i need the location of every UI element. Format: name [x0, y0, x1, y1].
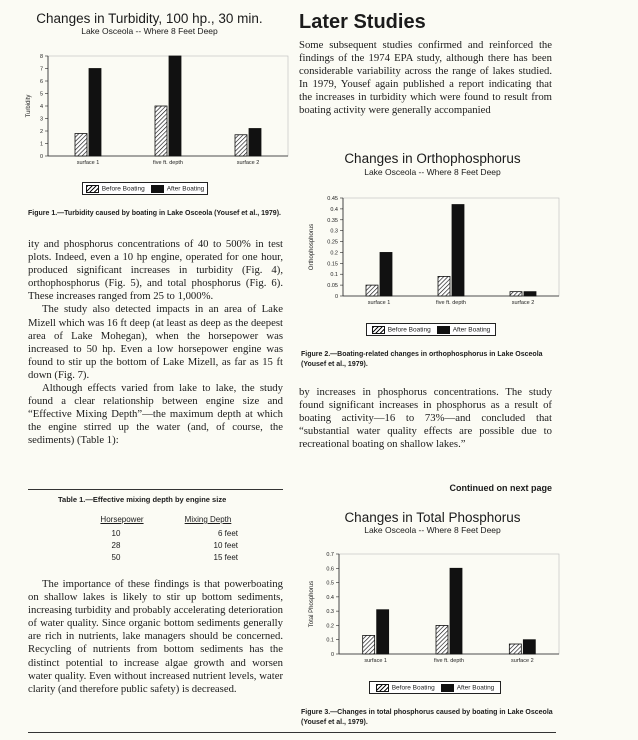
y-axis-label: Orthophosphorus — [309, 223, 315, 271]
turbidity-chart — [22, 50, 292, 168]
fig1-legend — [82, 182, 208, 195]
fig3-subtitle: Lake Osceola -- Where 8 Feet Deep — [364, 525, 501, 535]
y-tick-label: 0.5 — [326, 580, 334, 587]
right-paragraph-2: by increases in phosphorus concentrations. The study found significant increases in phosphorus as a result of boating activity—16 to 73%—and concluded that “substantial water quality effects are possible due to recreational boating on shallow lakes.” — [299, 386, 552, 451]
x-tick-label: surface 1 — [76, 160, 100, 166]
right-column-text-2 — [299, 386, 552, 451]
y-tick-label: 0.4 — [330, 206, 338, 213]
left-paragraph-4: The importance of these findings is that powerboating on shallow lakes is likely to stir up bottom sediments, increasing turbidity and probably accelerating deterioration of water quality. Since organic bottom sediments generally are rich in nutrients, lake managers should be concerned. Recycling of nutrients from bottom sediments has the distinct potential to increase algae growth and worsen water quality. Even without increased nutrient levels, water clarity (and therefore public safety) is decreased. — [28, 578, 283, 695]
x-tick-label: surface 2 — [511, 300, 535, 306]
table1-header-mixing-depth: Mixing Depth — [184, 515, 232, 524]
left-paragraph-2: The study also detected impacts in an area of Lake Mizell which was 16 ft deep (at least as deep as the deepest area of Lake Mohegan), when the horsepower was increased to 50 hp. Even a low horsepower engine was found to stir up the bottom of Lake Mizell, as far as 15 ft down (Fig. 7). — [28, 303, 283, 381]
after-swatch-icon — [437, 326, 450, 334]
plot-frame — [343, 198, 559, 296]
y-axis-label: Total Phosphorus — [309, 580, 315, 628]
fig3-caption: Figure 3.—Changes in total phosphorus caused by boating in Lake Osceola (Yousef et al., 1979). — [301, 709, 553, 726]
table1-cell: 50 — [111, 553, 121, 562]
legend-before: Before Boating — [86, 185, 145, 193]
bar-after — [450, 568, 462, 654]
before-swatch-icon — [86, 185, 99, 193]
x-tick-label: five ft. depth — [153, 160, 183, 166]
table1-cell: 10 feet — [213, 541, 238, 550]
x-tick-label: five ft. depth — [434, 658, 464, 664]
y-tick-label: 7 — [39, 66, 43, 73]
bar-after — [523, 640, 535, 654]
bar-before — [509, 644, 521, 654]
right-paragraph-1: Some subsequent studies confirmed and reinforced the findings of the 1974 EPA study, although there has been considerable variability across the range of lakes studied. In 1979, Yousef again published a report indicating that the increases in turbidity which were found to result from boating activity were generally accompanied — [299, 39, 552, 117]
fig3-legend — [369, 681, 501, 694]
table1-cell: 6 feet — [217, 529, 238, 538]
bar-after — [249, 129, 261, 157]
y-tick-label: 4 — [39, 104, 43, 110]
bar-before — [363, 635, 375, 654]
table-top-rule — [28, 489, 283, 490]
x-tick-label: surface 2 — [236, 160, 260, 166]
left-paragraph-3: Although effects varied from lake to lake, the study found a clear relationship between engine size and “Effective Mixing Depth”—the maximum depth at which the engine stirred up the water (and, of course, the sediments) (Table 1): — [28, 382, 283, 447]
left-column-text-2 — [28, 578, 283, 696]
fig2-subtitle: Lake Osceola -- Where 8 Feet Deep — [364, 167, 501, 177]
after-swatch-icon — [441, 684, 454, 692]
total-phosphorus-chart — [305, 548, 565, 670]
y-tick-label: 0.35 — [327, 217, 338, 224]
legend-before: Before Boating — [372, 326, 431, 334]
fig2-title: Changes in Orthophosphorus — [344, 151, 521, 166]
bar-before — [366, 285, 378, 296]
y-tick-label: 2 — [39, 129, 43, 135]
x-tick-label: surface 1 — [364, 658, 387, 664]
table1-cell: 10 — [111, 529, 121, 538]
bar-before — [438, 276, 450, 296]
y-tick-label: 0 — [39, 154, 43, 160]
y-tick-label: 0.05 — [327, 283, 338, 290]
orthophosphorus-chart — [305, 190, 565, 310]
page-bottom-rule — [28, 732, 556, 733]
bar-before — [235, 135, 247, 156]
bar-after — [377, 610, 389, 654]
y-tick-label: 0 — [330, 652, 334, 658]
fig1-title: Changes in Turbidity, 100 hp., 30 min. — [36, 11, 263, 26]
legend-after: After Boating — [151, 185, 205, 193]
y-tick-label: 0.2 — [326, 623, 334, 630]
fig2-legend — [366, 323, 496, 336]
fig3-title: Changes in Total Phosphorus — [344, 510, 521, 525]
x-tick-label: five ft. depth — [436, 300, 466, 306]
continued-note: Continued on next page — [449, 483, 552, 493]
after-swatch-icon — [151, 185, 164, 193]
bar-after — [89, 69, 101, 157]
y-tick-label: 0.3 — [330, 228, 338, 235]
x-tick-label: surface 1 — [367, 300, 391, 306]
fig2-caption: Figure 2.—Boating-related changes in orthophosphorus in Lake Osceola (Yousef et al., 1979). — [301, 351, 543, 368]
bar-after — [452, 205, 464, 296]
before-swatch-icon — [376, 684, 389, 692]
y-tick-label: 8 — [39, 54, 43, 60]
legend-after: After Boating — [441, 684, 495, 692]
table1-title: Table 1.—Effective mixing depth by engine size — [58, 495, 227, 504]
y-tick-label: 0.25 — [327, 239, 338, 246]
bar-after — [524, 292, 536, 296]
y-tick-label: 0.1 — [326, 637, 334, 644]
table1-cell: 28 — [111, 541, 121, 550]
fig1-subtitle: Lake Osceola -- Where 8 Feet Deep — [81, 26, 218, 36]
y-tick-label: 0.4 — [326, 594, 334, 601]
left-paragraph-1: ity and phosphorus concentrations of 40 to 500% in test plots. Indeed, even a 10 hp engine, operated for one hour, produced significant increases in turbidity (Fig. 4), orthophosphorus (Fig. 5), and total phosphorus (Fig. 6). These increases ranged from 25 to 1,000%. — [28, 238, 283, 303]
y-tick-label: 5 — [39, 91, 43, 98]
y-tick-label: 0.1 — [330, 272, 338, 279]
left-column-text — [28, 238, 283, 448]
y-axis-label: Turbidity — [26, 94, 32, 118]
bar-after — [169, 56, 181, 156]
bar-before — [510, 292, 522, 296]
legend-after: After Boating — [437, 326, 491, 334]
y-tick-label: 0.2 — [330, 250, 338, 257]
bar-before — [155, 106, 167, 156]
y-tick-label: 3 — [39, 116, 43, 123]
y-tick-label: 1 — [39, 141, 43, 148]
before-swatch-icon — [372, 326, 385, 334]
y-tick-label: 0.6 — [326, 566, 334, 573]
fig1-caption: Figure 1.—Turbidity caused by boating in Lake Osceola (Yousef et al., 1979). — [28, 210, 281, 217]
table1-header-horsepower: Horsepower — [100, 515, 144, 524]
table1-cell: 15 feet — [213, 553, 238, 562]
y-tick-label: 6 — [39, 79, 43, 85]
y-tick-label: 0.7 — [326, 552, 334, 558]
y-tick-label: 0.45 — [327, 196, 338, 202]
y-tick-label: 0 — [334, 294, 338, 300]
legend-before: Before Boating — [376, 684, 435, 692]
y-tick-label: 0.3 — [326, 609, 334, 616]
bar-before — [436, 625, 448, 654]
x-tick-label: surface 2 — [511, 658, 534, 664]
bar-after — [380, 252, 392, 296]
bar-before — [75, 134, 87, 157]
later-studies-heading: Later Studies — [299, 11, 426, 33]
y-tick-label: 0.15 — [327, 261, 338, 268]
right-column-text — [299, 39, 552, 118]
